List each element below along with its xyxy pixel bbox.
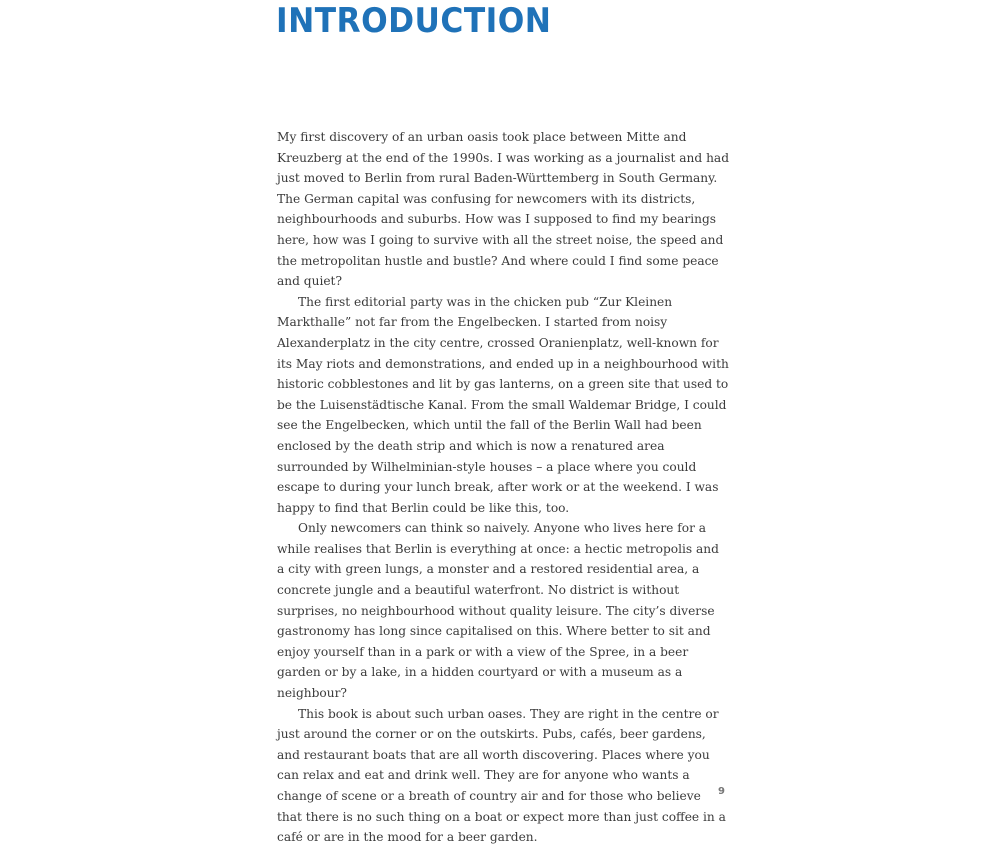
paragraph-4: This book is about such urban oases. They are right in the centre or just around the corner or on the outskirts. Pubs, cafés, beer gardens, and restaurant boats that are all worth discovering. Places where you can relax and eat and drink well. They are for anyone who wants a change of scene or a breath of country air and for those who believe that there is no such thing on a boat or expect more than just coffee in a café or are in the mood for a beer garden. — [277, 706, 726, 845]
paragraph-3: Only newcomers can think so naively. Anyone who lives here for a while realises that Berlin is everything at once: a hectic metropolis and a city with green lungs, a monster and a restored residential area, a concrete jungle and a beautiful waterfront. No district is without surprises, no neighbourhood without quality leisure. The city’s diverse gastronomy has long since capitalised on this. Where better to sit and enjoy yourself than in a park or with a view of the Spree, in a beer garden or by a lake, in a hidden courtyard or with a museum as a neighbour? — [277, 521, 719, 701]
body-text — [277, 127, 729, 848]
page-title: INTRODUCTION — [276, 1, 552, 41]
paragraph-2: The first editorial party was in the chicken pub “Zur Kleinen Markthalle” not far from the Engelbecken. I started from noisy Alexanderplatz in the city centre, crossed Oranienplatz, well-known for its May riots and demonstrations, and ended up in a neighbourhood with historic cobblestones and lit by gas lanterns, on a green site that used to be the Luisenstädtische Kanal. From the small Waldemar Bridge, I could see the Engelbecken, which until the fall of the Berlin Wall had been enclosed by the death strip and which is now a renatured area surrounded by Wilhelminian-style houses – a place where you could escape to during your lunch break, after work or at the weekend. I was happy to find that Berlin could be like this, too. — [277, 294, 729, 515]
paragraph-1: My first discovery of an urban oasis took place between Mitte and Kreuzberg at the end of the 1990s. I was working as a journalist and had just moved to Berlin from rural Baden-Württemberg in South Germany. The German capital was confusing for newcomers with its districts, neighbourhoods and suburbs. How was I supposed to find my bearings here, how was I going to survive with all the street noise, the speed and the metropolitan hustle and bustle? And where could I find some peace and quiet? — [277, 130, 730, 289]
page-number: 9 — [718, 786, 725, 797]
